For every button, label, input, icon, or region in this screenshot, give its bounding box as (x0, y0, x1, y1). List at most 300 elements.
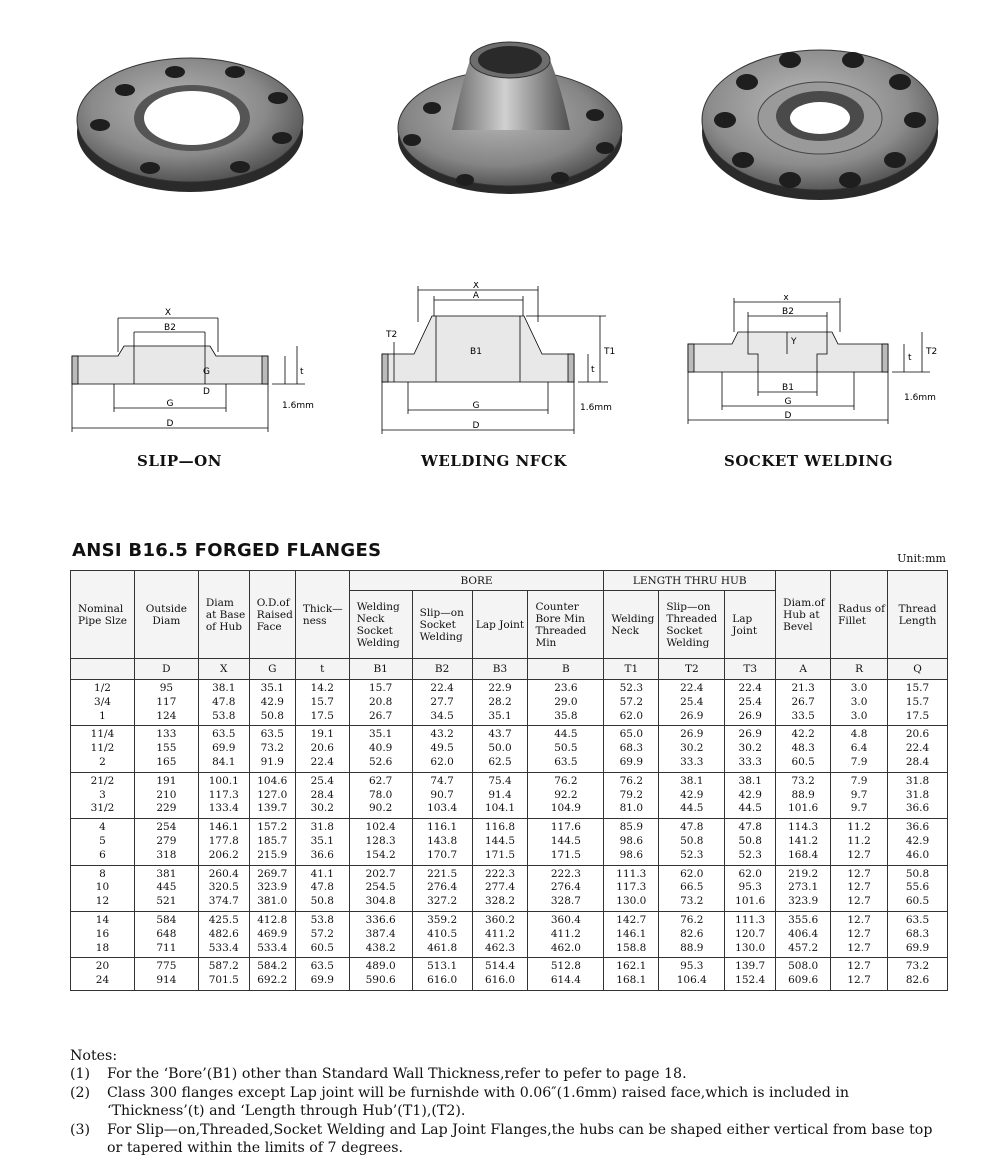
weld-t1-label: T1 (604, 347, 616, 357)
cell-value: 512.8 (550, 960, 581, 973)
cell-value: 42.2 (791, 728, 815, 741)
table-cell (134, 772, 198, 818)
table-cell (134, 680, 198, 726)
cell-value: 12.7 (847, 960, 871, 973)
cell-value: 489.0 (365, 960, 396, 973)
cell-value: 22.4 (430, 682, 454, 694)
cell-value: 20.6 (905, 728, 930, 741)
cell-value: 355.6 (788, 913, 819, 926)
cell-value: 6.4 (850, 742, 868, 755)
table-cell (249, 772, 295, 818)
table-cell (71, 911, 135, 957)
notes (70, 1047, 950, 1157)
cell-value: 360.4 (550, 913, 581, 926)
cell-value: 1/2 (94, 682, 111, 694)
cell-value: 692.2 (257, 974, 288, 987)
slip-on-d-inner: D (203, 387, 210, 397)
cell-value: 76.2 (554, 774, 578, 787)
cell-value: 52.3 (680, 848, 704, 861)
cell-value: 328.7 (550, 895, 581, 908)
cell-value: 35.1 (260, 682, 284, 694)
note-text: Class 300 flanges except Lap joint will be furnishde with 0.06″(1.6mm) raised face,which is included in ‘Thickness’(t) and ‘Length through Hub’(T1),(T2). (107, 1084, 850, 1120)
cell-value: 318 (156, 848, 177, 861)
cell-value: 62.0 (738, 867, 762, 880)
cell-value: 75.4 (488, 774, 512, 787)
table-cell (888, 772, 948, 818)
note-number: (1) (70, 1066, 91, 1083)
table-cell (831, 911, 888, 957)
cell-value: 19.1 (310, 728, 334, 741)
cell-value: 254 (156, 821, 177, 834)
table-cell (888, 819, 948, 865)
cell-value: 360.2 (484, 913, 516, 926)
table-cell (249, 726, 295, 772)
cell-value: 469.9 (257, 927, 288, 940)
cell-value: 30.2 (310, 802, 334, 815)
cell-value: 10 (95, 881, 110, 894)
cell-value: 76.2 (680, 913, 704, 926)
table-title: ANSI B16.5 FORGED FLANGES (72, 540, 382, 561)
cell-value: 73.2 (680, 895, 704, 908)
cell-value: 411.2 (484, 927, 516, 940)
table-cell (472, 726, 528, 772)
cell-value: 52.3 (738, 848, 762, 861)
cell-value: 41.1 (310, 867, 334, 880)
cell-value: 78.0 (368, 788, 393, 801)
cell-value: 33.3 (738, 755, 762, 768)
socket-t2-label: T2 (926, 347, 938, 357)
cell-value: 12 (95, 895, 110, 908)
cell-value: 229 (156, 802, 177, 815)
cell-value: 111.3 (735, 913, 766, 926)
header-letter: B2 (412, 659, 472, 680)
cell-value: 3/4 (94, 695, 111, 708)
table-cell (776, 726, 831, 772)
cell-value: 117.3 (616, 881, 647, 894)
table-cell (831, 958, 888, 991)
cell-value: 219.2 (788, 867, 819, 880)
cell-value: 57.2 (310, 927, 334, 940)
cell-value: 15.7 (905, 695, 930, 708)
cell-value: 26.9 (680, 728, 704, 741)
header-bore: BORE (349, 571, 604, 591)
cell-value: 584 (156, 913, 177, 926)
cell-value: 69.9 (310, 974, 334, 987)
cell-value: 30.2 (680, 742, 704, 755)
cell-value: 16 (95, 927, 110, 940)
socket-b1-label: B1 (782, 383, 794, 393)
cell-value: 141.2 (788, 834, 819, 847)
cell-value: 144.5 (550, 834, 581, 847)
table-cell (528, 911, 604, 957)
cell-value: 3.0 (850, 695, 868, 708)
cell-value: 616.0 (427, 974, 458, 987)
cell-value: 168.1 (616, 974, 647, 987)
cell-value: 590.6 (365, 974, 396, 987)
cell-value: 130.0 (735, 941, 766, 954)
table-cell (528, 865, 604, 911)
cell-value: 22.4 (680, 682, 704, 694)
table-cell (349, 680, 412, 726)
slip-on-b2-label: B2 (164, 323, 176, 333)
table-cell (604, 772, 659, 818)
cell-value: 336.6 (365, 913, 396, 926)
weld-t-label: t (591, 365, 595, 375)
cell-value: 95 (159, 682, 174, 694)
cell-value: 7.9 (850, 774, 868, 787)
table-cell (659, 911, 725, 957)
table-cell (659, 726, 725, 772)
cell-value: 277.4 (484, 881, 516, 894)
cell-value: 584.2 (257, 960, 288, 973)
cell-value: 50.8 (260, 709, 284, 722)
cell-value: 48.3 (791, 742, 815, 755)
note-item (70, 1065, 950, 1083)
cell-value: 165 (156, 755, 177, 768)
cell-value: 101.6 (735, 895, 766, 908)
cell-value: 21.3 (791, 682, 815, 694)
cell-value: 111.3 (616, 867, 647, 880)
table-cell (776, 911, 831, 957)
cell-value: 406.4 (788, 927, 819, 940)
header-nominal: Nominal Pipe Slze (71, 571, 135, 659)
cell-value: 90.7 (430, 788, 454, 801)
table-cell (249, 680, 295, 726)
cell-value: 21/2 (90, 774, 115, 787)
notes-title: Notes: (70, 1048, 118, 1064)
table-row-group (71, 819, 948, 865)
cell-value: 79.2 (619, 788, 644, 801)
cell-value: 33.5 (791, 709, 815, 722)
table-row-group (71, 726, 948, 772)
cell-value: 2 (99, 755, 106, 768)
note-item (70, 1121, 950, 1158)
table-cell (831, 819, 888, 865)
cell-value: 381 (156, 867, 177, 880)
header-letter: B1 (349, 659, 412, 680)
cell-value: 69.9 (212, 742, 236, 755)
cell-value: 73.2 (791, 774, 815, 787)
cell-value: 81.0 (619, 802, 644, 815)
cell-value: 88.9 (791, 788, 815, 801)
cell-value: 14 (95, 913, 110, 926)
cell-value: 46.0 (905, 848, 930, 861)
cell-value: 98.6 (619, 848, 644, 861)
weld-g-label: G (472, 401, 480, 411)
cell-value: 445 (156, 881, 177, 894)
header-len-welding: Welding Neck (604, 591, 659, 659)
cell-value: 117.6 (550, 821, 581, 834)
cell-value: 914 (156, 974, 177, 987)
cell-value: 323.9 (788, 895, 819, 908)
table-cell (295, 680, 349, 726)
slip-on-flange-photo (70, 20, 310, 200)
cell-value: 22.4 (738, 682, 762, 694)
cell-value: 12.7 (847, 941, 871, 954)
cell-value: 614.4 (550, 974, 581, 987)
cell-value: 20.8 (368, 695, 393, 708)
cell-value: 11/4 (90, 728, 115, 741)
header-letter: Q (888, 659, 948, 680)
table-cell (659, 819, 725, 865)
cell-value: 276.4 (550, 881, 581, 894)
cell-value: 27.7 (430, 695, 454, 708)
cell-value: 15.7 (905, 682, 930, 694)
cell-value: 4 (99, 821, 106, 834)
cell-value: 144.5 (484, 834, 516, 847)
cell-value: 1 (99, 709, 106, 722)
cell-value: 91.9 (260, 755, 284, 768)
cell-value: 95.3 (680, 960, 704, 973)
cell-value: 31.8 (310, 821, 334, 834)
table-cell (349, 865, 412, 911)
table-cell (295, 726, 349, 772)
welding-neck-title: WELDING NFCK (421, 452, 567, 470)
table-cell (831, 726, 888, 772)
header-letter: B (528, 659, 604, 680)
table-cell (71, 726, 135, 772)
cell-value: 158.8 (616, 941, 647, 954)
socket-g-label: G (784, 397, 792, 407)
header-counter-bore: Counter Bore Min Threaded Min (528, 591, 604, 659)
table-cell (888, 958, 948, 991)
cell-value: 127.0 (257, 788, 288, 801)
table-cell (725, 680, 776, 726)
cell-value: 50.8 (905, 867, 930, 880)
cell-value: 98.6 (619, 834, 644, 847)
table-cell (528, 726, 604, 772)
cell-value: 50.8 (680, 834, 704, 847)
cell-value: 33.3 (680, 755, 704, 768)
cell-value: 18 (95, 941, 110, 954)
cell-value: 114.3 (788, 821, 819, 834)
table-cell (71, 958, 135, 991)
cell-value: 533.4 (208, 941, 239, 954)
table-cell (659, 772, 725, 818)
cell-value: 26.9 (738, 728, 762, 741)
cell-value: 14.2 (310, 682, 334, 694)
cell-value: 36.6 (905, 802, 930, 815)
cell-value: 63.5 (310, 960, 334, 973)
header-letter: X (198, 659, 249, 680)
table-cell (472, 958, 528, 991)
cell-value: 374.7 (208, 895, 239, 908)
slip-on-diagram (60, 300, 330, 440)
weld-d-label: D (472, 421, 480, 431)
cell-value: 514.4 (484, 960, 516, 973)
slip-on-g-inner: G (203, 367, 210, 377)
table-cell (604, 680, 659, 726)
table-cell (725, 865, 776, 911)
header-letter: B3 (472, 659, 528, 680)
cell-value: 76.2 (619, 774, 644, 787)
cell-value: 31.8 (905, 788, 930, 801)
cell-value: 11.2 (847, 834, 871, 847)
cell-value: 222.3 (484, 867, 516, 880)
cell-value: 269.7 (257, 867, 288, 880)
cell-value: 73.2 (260, 742, 284, 755)
cell-value: 25.4 (680, 695, 704, 708)
cell-value: 31/2 (90, 802, 115, 815)
slip-on-g-label: G (166, 399, 174, 409)
cell-value: 24 (95, 974, 110, 987)
cell-value: 63.5 (212, 728, 236, 741)
cell-value: 616.0 (484, 974, 516, 987)
cell-value: 12.7 (847, 974, 871, 987)
cell-value: 12.7 (847, 913, 871, 926)
cell-value: 38.1 (738, 774, 762, 787)
socket-b2-label: B2 (782, 307, 794, 317)
table-cell (412, 680, 472, 726)
cell-value: 50.8 (738, 834, 762, 847)
cell-value: 133 (156, 728, 177, 741)
cell-value: 47.8 (310, 881, 334, 894)
weld-raised-label: 1.6mm (580, 403, 612, 413)
cell-value: 26.9 (680, 709, 704, 722)
note-number: (2) (70, 1084, 91, 1101)
weld-a-label: A (472, 291, 480, 301)
socket-y-label: Y (791, 337, 797, 347)
cell-value: 101.6 (788, 802, 819, 815)
table-cell (604, 911, 659, 957)
cell-value: 35.8 (554, 709, 578, 722)
table-cell (412, 865, 472, 911)
cell-value: 139.7 (257, 802, 288, 815)
cell-value: 157.2 (257, 821, 288, 834)
table-cell (725, 911, 776, 957)
header-letter: R (831, 659, 888, 680)
cell-value: 15.7 (368, 682, 393, 694)
slip-on-t-label: t (300, 367, 304, 377)
cell-value: 63.5 (905, 913, 930, 926)
table-cell (198, 726, 249, 772)
cell-value: 47.8 (738, 821, 762, 834)
cell-value: 775 (156, 960, 177, 973)
cell-value: 34.5 (430, 709, 454, 722)
cell-value: 4.8 (850, 728, 868, 741)
table-cell (249, 865, 295, 911)
cell-value: 7.9 (850, 755, 868, 768)
header-od-raised: O.D.of Raised Face (249, 571, 295, 659)
cell-value: 425.5 (208, 913, 239, 926)
header-letter: T1 (604, 659, 659, 680)
cell-value: 62.0 (619, 709, 644, 722)
note-number: (3) (70, 1121, 91, 1138)
cell-value: 130.0 (616, 895, 647, 908)
cell-value: 95.3 (738, 881, 762, 894)
cell-value: 28.4 (310, 788, 334, 801)
table-cell (472, 911, 528, 957)
cell-value: 438.2 (365, 941, 396, 954)
cell-value: 50.8 (310, 895, 334, 908)
cell-value: 40.9 (368, 742, 393, 755)
cell-value: 50.0 (488, 742, 512, 755)
cell-value: 35.1 (488, 709, 512, 722)
socket-welding-flange-photo (695, 20, 945, 210)
table-cell (349, 772, 412, 818)
table-cell (349, 726, 412, 772)
cell-value: 508.0 (788, 960, 819, 973)
cell-value: 12.7 (847, 927, 871, 940)
table-cell (888, 865, 948, 911)
cell-value: 12.7 (847, 848, 871, 861)
cell-value: 146.1 (208, 821, 239, 834)
cell-value: 53.8 (212, 709, 236, 722)
cell-value: 42.9 (680, 788, 704, 801)
cell-value: 44.5 (680, 802, 704, 815)
cell-value: 90.2 (368, 802, 393, 815)
cell-value: 124 (156, 709, 177, 722)
cell-value: 462.0 (550, 941, 581, 954)
cell-value: 609.6 (788, 974, 819, 987)
header-diam-bevel: Diam.of Hub at Bevel (776, 571, 831, 659)
cell-value: 142.7 (616, 913, 647, 926)
unit-label: Unit:mm (897, 552, 946, 565)
cell-value: 8 (99, 867, 106, 880)
cell-value: 63.5 (260, 728, 284, 741)
weld-x-label: X (472, 282, 480, 291)
table-cell (412, 726, 472, 772)
cell-value: 15.7 (310, 695, 334, 708)
cell-value: 62.0 (680, 867, 704, 880)
cell-value: 35.1 (310, 834, 334, 847)
table-cell (528, 680, 604, 726)
cell-value: 177.8 (208, 834, 239, 847)
table-cell (71, 865, 135, 911)
cell-value: 12.7 (847, 881, 871, 894)
cell-value: 63.5 (554, 755, 578, 768)
table-cell (134, 819, 198, 865)
cell-value: 143.8 (427, 834, 458, 847)
table-cell (888, 680, 948, 726)
cell-value: 254.5 (365, 881, 396, 894)
cell-value: 513.1 (427, 960, 458, 973)
cell-value: 3.0 (850, 709, 868, 722)
table-cell (776, 819, 831, 865)
cell-value: 3 (99, 788, 106, 801)
table-cell (198, 958, 249, 991)
cell-value: 26.7 (368, 709, 393, 722)
cell-value: 533.4 (257, 941, 288, 954)
cell-value: 11.2 (847, 821, 871, 834)
cell-value: 26.9 (738, 709, 762, 722)
cell-value: 117 (156, 695, 177, 708)
cell-value: 74.7 (430, 774, 454, 787)
cell-value: 73.2 (905, 960, 930, 973)
header-letter: G (249, 659, 295, 680)
cell-value: 68.3 (619, 742, 644, 755)
table-cell (888, 911, 948, 957)
table-cell (659, 865, 725, 911)
slip-on-raised-label: 1.6mm (282, 401, 314, 411)
cell-value: 320.5 (208, 881, 239, 894)
cell-value: 20 (95, 960, 110, 973)
cell-value: 202.7 (365, 867, 396, 880)
table-cell (472, 819, 528, 865)
table-cell (295, 911, 349, 957)
welding-neck-diagram (378, 282, 638, 442)
cell-value: 47.8 (212, 695, 236, 708)
table-cell (831, 680, 888, 726)
table-cell (249, 958, 295, 991)
cell-value: 381.0 (257, 895, 288, 908)
cell-value: 304.8 (365, 895, 396, 908)
cell-value: 104.1 (484, 802, 516, 815)
cell-value: 648 (156, 927, 177, 940)
cell-value: 387.4 (365, 927, 396, 940)
cell-value: 44.5 (554, 728, 578, 741)
note-text: For the ‘Bore’(B1) other than Standard Wall Thickness,refer to pefer to page 18. (107, 1066, 687, 1083)
